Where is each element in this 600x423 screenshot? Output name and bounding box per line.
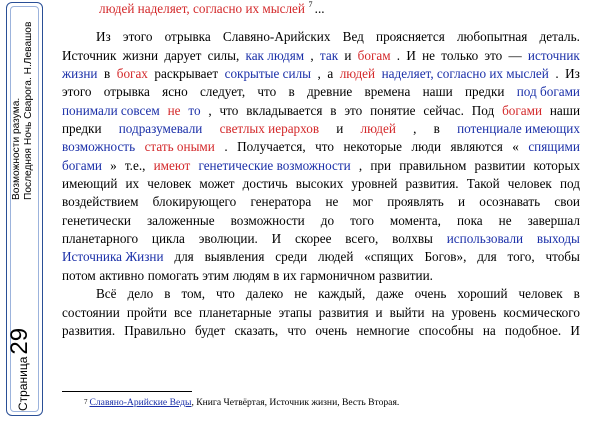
word: что	[315, 139, 334, 155]
word: потом	[62, 267, 96, 283]
word: на	[482, 322, 496, 338]
word: это	[484, 47, 503, 63]
word: только	[441, 47, 479, 63]
word: людям	[232, 267, 270, 283]
page-number: 29	[6, 327, 33, 355]
word: воздействием	[62, 194, 139, 210]
word: дарует	[164, 47, 202, 63]
word: т.е.,	[124, 157, 146, 173]
word: даже	[376, 286, 404, 302]
word: в	[164, 286, 171, 302]
word: наши	[549, 102, 580, 118]
word: для	[174, 249, 194, 265]
highlighted-word: то	[188, 102, 201, 118]
highlighted-word: понимали совсем	[62, 102, 160, 118]
word: раскрывает	[154, 66, 219, 82]
word: планетарного	[62, 231, 139, 247]
word: того,	[507, 249, 535, 265]
word: уровень	[451, 304, 497, 320]
paragraph-lines	[62, 28, 580, 340]
word: хороший	[457, 286, 508, 302]
highlighted-word: стать оными	[144, 139, 215, 155]
word: следует,	[199, 84, 246, 100]
word: Богов»,	[424, 249, 467, 265]
word: в	[433, 121, 440, 137]
word: генератора	[250, 194, 312, 210]
word: в	[104, 66, 111, 82]
word: Получается,	[237, 139, 306, 155]
word: генетически	[62, 212, 131, 228]
highlighted-word: генетические возможности	[198, 157, 351, 173]
highlighted-word: возможность	[62, 139, 136, 155]
word: способны	[418, 322, 474, 338]
word: «спящих	[364, 249, 414, 265]
word: вкладывается	[246, 102, 323, 118]
word: проясняется	[376, 29, 445, 45]
word: эволюции.	[198, 231, 258, 247]
word: деталь.	[539, 29, 580, 45]
word: в	[573, 286, 580, 302]
word: и	[344, 47, 352, 63]
word: свои	[554, 194, 580, 210]
word: планетарные	[198, 304, 272, 320]
word: дело	[127, 286, 154, 302]
word: этапы	[278, 304, 312, 320]
highlighted-word: источник	[527, 47, 580, 63]
word: человек	[507, 176, 552, 192]
highlighted-word: спящими	[528, 139, 580, 155]
word: цикла	[151, 231, 185, 247]
word: выявления	[204, 249, 265, 265]
word: Из	[565, 66, 580, 82]
word: силы,	[207, 47, 240, 63]
word: развития	[318, 304, 369, 320]
highlighted-word: потенциале имеющих	[457, 121, 580, 137]
book-title: Возможности разума.	[11, 97, 22, 200]
word: при	[370, 157, 392, 173]
word: человек	[147, 176, 192, 192]
highlighted-word: богах	[116, 66, 148, 82]
word: в	[273, 267, 280, 283]
word: «	[512, 139, 519, 155]
word: чтобы	[545, 249, 580, 265]
highlighted-word: не	[167, 102, 181, 118]
word: ,	[317, 66, 321, 82]
word: .	[396, 47, 401, 63]
word: предки	[464, 84, 505, 100]
word: может	[199, 176, 235, 192]
word: не	[498, 212, 512, 228]
word: что	[257, 84, 277, 100]
word: под	[559, 176, 580, 192]
word: на	[431, 304, 445, 320]
word: являются	[450, 139, 503, 155]
word: »	[110, 157, 117, 173]
word: мог	[352, 194, 373, 210]
text-line	[62, 47, 580, 65]
word: и	[457, 194, 466, 210]
word: это	[344, 102, 363, 118]
word: в	[330, 102, 337, 118]
word: Правильно	[124, 322, 186, 338]
text-line	[62, 120, 580, 138]
word: помогать	[147, 267, 199, 283]
word: Из	[96, 29, 111, 45]
word: .	[224, 139, 228, 155]
word: немногие	[356, 322, 410, 338]
first-line-red: людей наделяет, согласно их мыслей	[99, 1, 305, 16]
word: очень	[414, 286, 447, 302]
word: человек	[518, 286, 563, 302]
word: сейчас.	[423, 102, 464, 118]
page-number-block	[8, 328, 32, 411]
word: которых	[533, 157, 580, 173]
text-line	[62, 193, 580, 211]
text-line	[62, 65, 580, 83]
highlighted-word: жизни	[62, 66, 98, 82]
word: будет	[194, 322, 226, 338]
footnote-separator	[62, 391, 192, 392]
running-header	[11, 22, 35, 200]
word: ясно	[162, 84, 188, 100]
highlighted-word: богам	[357, 47, 391, 63]
highlighted-word: имеют	[153, 157, 191, 173]
word: состоянии	[62, 304, 120, 320]
word: ,	[413, 121, 417, 137]
word: том,	[181, 286, 206, 302]
word: развитии	[474, 157, 526, 173]
text-line	[62, 28, 580, 46]
word: времена	[364, 84, 411, 100]
highlighted-word: под богами	[516, 84, 580, 100]
highlighted-word: подразумевали	[118, 121, 203, 137]
word: среди	[275, 249, 308, 265]
word: ,	[310, 47, 314, 63]
word: этим	[202, 267, 230, 283]
text-line	[62, 212, 580, 230]
word: древние	[306, 84, 353, 100]
word: уровней	[351, 176, 398, 192]
word: отрывка	[103, 84, 150, 100]
footnote	[84, 397, 399, 408]
word: и	[336, 121, 344, 137]
highlighted-word: как людям	[245, 47, 305, 63]
word: не	[325, 194, 339, 210]
word: сказать,	[234, 322, 279, 338]
word: блокирующего	[152, 194, 237, 210]
word: проявлять	[387, 194, 444, 210]
word: того	[350, 212, 374, 228]
word: И	[570, 322, 580, 338]
highlighted-word: выходы	[536, 231, 580, 247]
text-line	[62, 138, 580, 156]
word: пройти	[126, 304, 167, 320]
word: что	[219, 102, 239, 118]
first-line	[62, 0, 580, 18]
word: возможности	[230, 212, 305, 228]
word: не	[294, 286, 308, 302]
first-line-ellipsis: ...	[314, 1, 325, 16]
text-line	[62, 230, 580, 248]
book-author: Последняя Ночь Сварога. Н.Левашов	[23, 21, 34, 200]
word: Всё	[96, 286, 117, 302]
word: .	[555, 66, 559, 82]
word: в	[288, 84, 295, 100]
word: Источник	[62, 47, 117, 63]
word: предки	[62, 121, 102, 137]
word: развития.	[405, 176, 459, 192]
highlighted-word: богами	[62, 157, 102, 173]
word: каждый,	[318, 286, 366, 302]
text-line	[62, 83, 580, 101]
text-line	[62, 304, 580, 322]
footnote-text: , Книга Четвёртая, Источник жизни, Весть Вторая.	[191, 397, 400, 408]
footnote-ref[interactable]: 7	[308, 0, 313, 9]
word: что	[216, 286, 235, 302]
highlighted-word: Источника Жизни	[62, 249, 164, 265]
word: заложенные	[146, 212, 215, 228]
text-line	[62, 267, 580, 285]
word: их	[282, 267, 297, 283]
word: подобное.	[504, 322, 562, 338]
word: выйти	[389, 304, 425, 320]
page-body	[62, 0, 580, 340]
text-line	[62, 285, 580, 303]
word: —	[508, 47, 522, 63]
highlighted-word: наделяет, согласно их мыслей	[381, 66, 549, 82]
word: не	[422, 47, 436, 63]
word: отрывка	[164, 29, 211, 45]
word: Славяно-Арийских	[222, 29, 331, 45]
word: до	[320, 212, 335, 228]
footnote-number: 7	[84, 398, 88, 406]
word: люди	[411, 139, 442, 155]
word: И	[271, 231, 282, 247]
word: этого	[122, 29, 153, 45]
word: что	[287, 322, 307, 338]
word: наши	[422, 84, 453, 100]
word: правильном	[399, 157, 467, 173]
highlighted-word: богами	[502, 102, 543, 118]
word: людей	[318, 249, 354, 265]
word: гармоничном	[300, 267, 376, 283]
word: жизни	[122, 47, 159, 63]
word: ,	[358, 157, 363, 173]
word: достичь	[242, 176, 288, 192]
highlighted-word: так	[319, 47, 339, 63]
word: развитии.	[378, 267, 433, 283]
word: Вед	[342, 29, 364, 45]
word: высоких	[295, 176, 344, 192]
word: пока	[456, 212, 483, 228]
word: далеко	[245, 286, 284, 302]
word: волхвы	[392, 231, 433, 247]
highlighted-word: использовали	[446, 231, 524, 247]
word: очень	[315, 322, 348, 338]
word: для	[477, 249, 497, 265]
word: любопытная	[456, 29, 528, 45]
page-label: Страница	[16, 356, 30, 411]
word: активно	[99, 267, 145, 283]
highlighted-word: людей	[360, 121, 396, 137]
word: космического	[503, 304, 580, 320]
word: И	[406, 47, 416, 63]
word: и	[375, 304, 383, 320]
highlighted-word: сокрытые силы	[224, 66, 312, 82]
word: Такой	[466, 176, 500, 192]
text-line	[62, 248, 580, 266]
highlighted-word: людей	[339, 66, 376, 82]
word: момента,	[389, 212, 441, 228]
word: все	[173, 304, 192, 320]
word: имеющий	[62, 176, 118, 192]
word: а	[327, 66, 334, 82]
text-line	[62, 322, 580, 340]
word: их	[125, 176, 140, 192]
highlighted-word: светлых иерархов	[219, 121, 320, 137]
word: понятие	[370, 102, 416, 118]
word: некоторые	[343, 139, 403, 155]
word: Под	[471, 102, 495, 118]
word: ,	[208, 102, 212, 118]
word: этого	[62, 84, 92, 100]
word: завершал	[527, 212, 580, 228]
word: развития.	[62, 322, 116, 338]
word: всего,	[345, 231, 379, 247]
footnote-link[interactable]: Славяно-Арийские Веды	[89, 397, 192, 408]
word: скорее	[294, 231, 332, 247]
word: осознавать	[479, 194, 541, 210]
text-line	[62, 157, 580, 175]
text-line	[62, 102, 580, 120]
text-line	[62, 175, 580, 193]
